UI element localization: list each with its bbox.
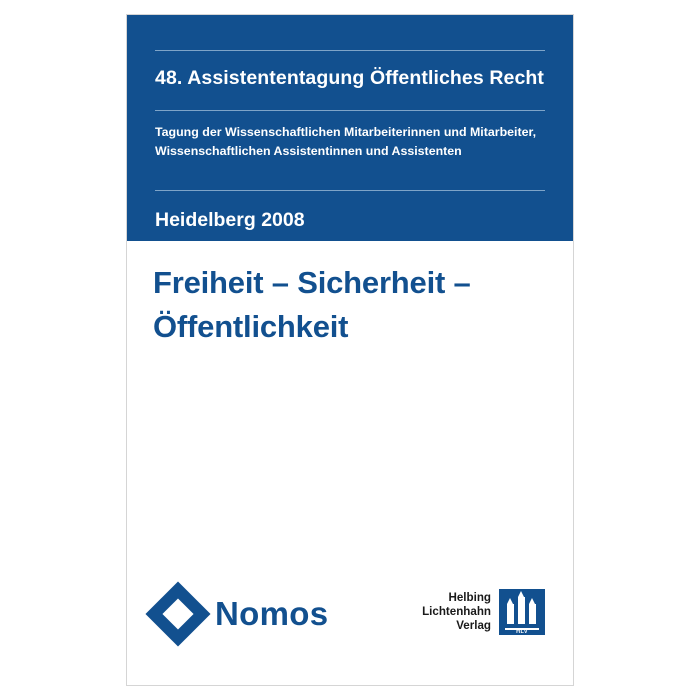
helbing-mark-label: HLV (516, 629, 528, 635)
helbing-line-3: Verlag (456, 618, 491, 632)
helbing-line-2: Lichtenhahn (422, 604, 491, 618)
publisher-logos (127, 577, 573, 637)
cover-header-band (127, 15, 573, 241)
helbing-line-1: Helbing (448, 590, 491, 604)
book-cover (126, 14, 574, 686)
nomos-publisher-logo (155, 591, 328, 637)
conference-subtitle: Tagung der Wissenschaftlichen Mitarbeiterinnen und Mitarbeiter, Wissenschaftlichen Assistentinnen und Assistenten (155, 125, 537, 158)
tower-center-icon (518, 597, 525, 624)
diamond-logo-icon (145, 581, 210, 646)
tower-right-icon (529, 604, 536, 624)
book-main-title: Freiheit – Sicherheit – Öffentlichkeit (153, 265, 471, 345)
header-rule-middle (155, 110, 545, 111)
header-rule-lower (155, 190, 545, 191)
tower-left-icon (507, 604, 514, 624)
cathedral-towers-icon (499, 589, 545, 635)
nomos-wordmark: Nomos (215, 595, 329, 632)
helbing-publisher-logo (422, 589, 545, 635)
header-rule-top (155, 50, 545, 51)
helbing-wordmark (422, 591, 491, 633)
conference-place-year: Heidelberg 2008 (155, 209, 305, 231)
conference-title: 48. Assistententagung Öffentliches Recht (155, 67, 545, 89)
